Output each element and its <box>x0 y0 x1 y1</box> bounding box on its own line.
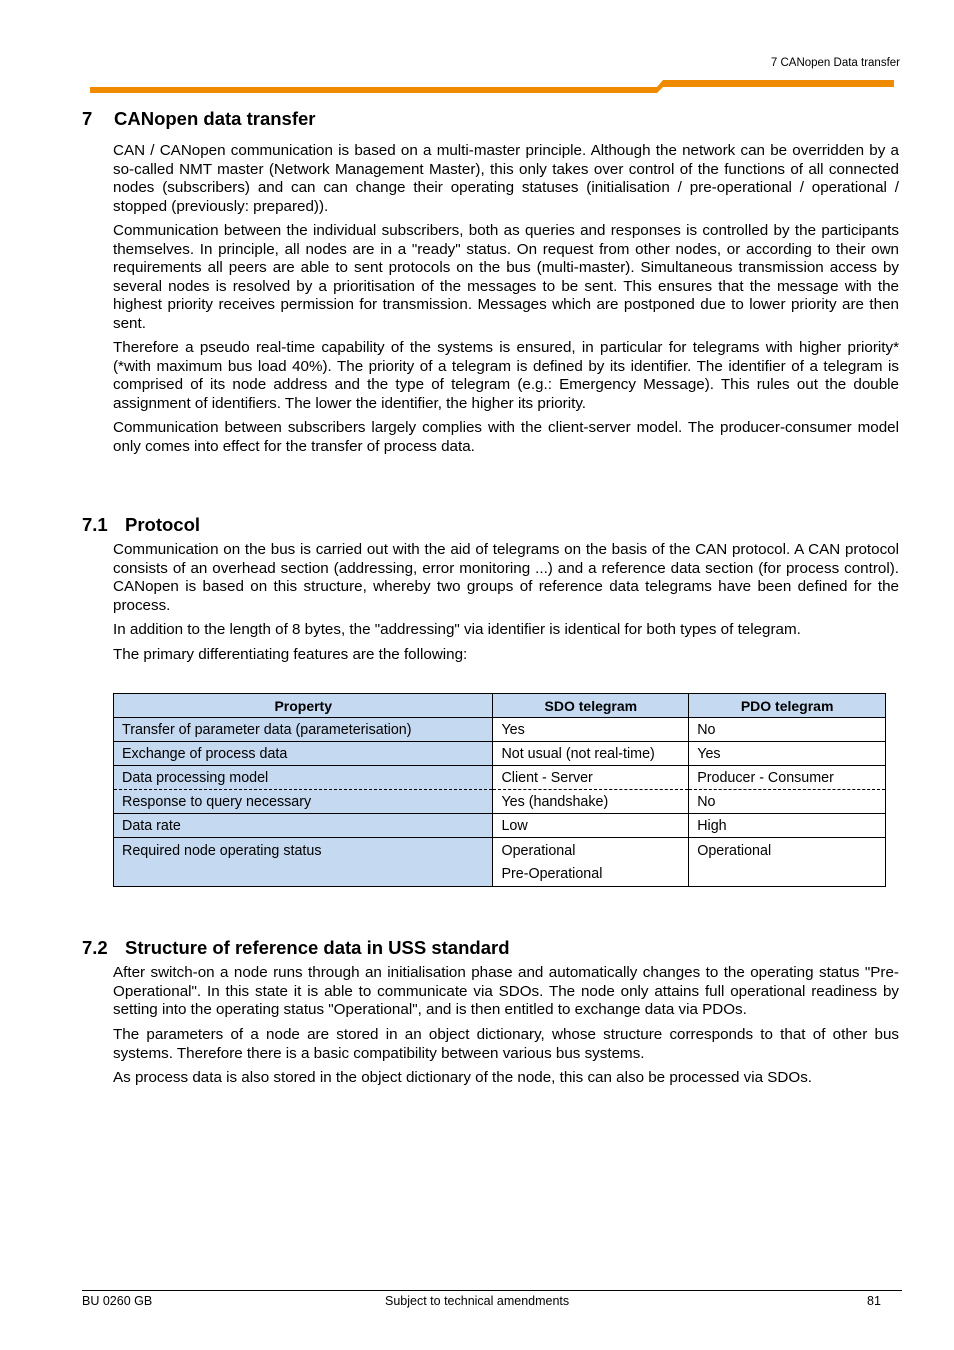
section-7-heading <box>82 108 315 130</box>
sdo-line: Operational <box>501 843 576 859</box>
section-title: Protocol <box>125 514 201 535</box>
pdo-cell: Operational <box>689 838 886 887</box>
paragraph: As process data is also stored in the object dictionary of the node, this can also be processed via SDOs. <box>113 1069 813 1086</box>
paragraph: The primary differentiating features are the following: <box>113 646 468 663</box>
table-row <box>114 790 886 814</box>
table-row <box>114 766 886 790</box>
paragraph: CAN / CANopen communication is based on a multi-master principle. Although the network can be overridden by a so-called NMT master (Network Management Master), this only takes over control of the functions of all connected nodes (subscribers) and can can change their operating statuses (initialisation / pre-operational / operational / stopped (previously: prepared)). <box>113 142 899 215</box>
sdo-cell: Low <box>493 814 689 838</box>
paragraph: In addition to the length of 8 bytes, the "addressing" via identifier is identical for both types of telegram. <box>113 621 801 638</box>
pdo-cell: High <box>689 814 886 838</box>
footer-doc-id: BU 0260 GB <box>82 1294 153 1308</box>
sdo-cell: Client - Server <box>493 766 689 790</box>
paragraph: Communication on the bus is carried out with the aid of telegrams on the basis of the CAN protocol. A CAN protocol consists of an overhead section (addressing, error monitoring ...) and a reference data section (for process control). CANopen is based on this structure, whereby two groups of reference data telegrams have been defined for the process. <box>113 541 899 614</box>
header-accent-shape <box>90 80 894 93</box>
table-row <box>114 838 886 887</box>
column-header: Property <box>114 694 493 718</box>
paragraph: Communication between subscribers largely complies with the client-server model. The producer-consumer model only comes into effect for the transfer of process data. <box>113 419 899 455</box>
sdo-line: Pre-Operational <box>501 866 603 882</box>
telegram-comparison-table <box>113 693 886 887</box>
table-row <box>114 718 886 742</box>
table-header-row <box>114 694 886 718</box>
section-title: CANopen data transfer <box>114 108 316 129</box>
table-row <box>114 742 886 766</box>
running-header: 7 CANopen Data transfer <box>770 57 900 69</box>
pdo-cell: Producer - Consumer <box>689 766 886 790</box>
section-number: 7.2 <box>82 937 108 958</box>
paragraph: The parameters of a node are stored in an object dictionary, whose structure corresponds to that of other bus systems. Therefore there is a basic compatibility between various bus systems. <box>113 1026 899 1062</box>
header-accent-bar <box>0 0 954 100</box>
column-header: PDO telegram <box>689 694 886 718</box>
section-7-2-heading <box>82 937 510 959</box>
property-cell: Exchange of process data <box>114 742 493 766</box>
column-header: SDO telegram <box>493 694 689 718</box>
table-row <box>114 814 886 838</box>
property-cell: Transfer of parameter data (parameterisation) <box>114 718 493 742</box>
section-number: 7.1 <box>82 514 108 535</box>
property-cell: Required node operating status <box>114 838 493 887</box>
sdo-cell: Yes <box>493 718 689 742</box>
section-title: Structure of reference data in USS standard <box>125 937 510 958</box>
pdo-cell: No <box>689 790 886 814</box>
footer-page-number: 81 <box>867 1294 881 1308</box>
paragraph: Communication between the individual subscribers, both as queries and responses is controlled by the participants themselves. In principle, all nodes are in a "ready" status. On request from other nodes, or according to their own requirements all peers are able to sent protocols on the bus (multi-master). Simultaneous transmission access by several nodes is resolved by a prioritisation of the messages to be sent. This ensures that the message with the highest priority receives permission for transmission. Messages which are postponed due to lower priority are then sent. <box>113 222 899 332</box>
paragraph: Therefore a pseudo real-time capability of the systems is ensured, in particular for telegrams with higher priority* (*with maximum bus load 40%). The priority of a telegram is defined by its identifier. The identifier of a telegram is comprised of its node address and the type of telegram (e.g.: Emergency Message). This rules out the double assignment of identifiers. The lower the identifier, the higher its priority. <box>113 339 899 412</box>
section-number: 7 <box>82 108 93 129</box>
paragraph: After switch-on a node runs through an initialisation phase and automatically changes to the operating status "Pre-Operational". In this state it is able to communicate via SDOs. The node only attains full operational readiness by setting into the operating status "Operational", and is then entitled to exchange data via PDOs. <box>113 964 899 1018</box>
footer-notice: Subject to technical amendments <box>385 1294 570 1308</box>
footer-rule <box>82 1290 902 1291</box>
section-7-1-heading <box>82 514 200 536</box>
pdo-cell: No <box>689 718 886 742</box>
sdo-cell <box>493 838 689 887</box>
property-cell: Data rate <box>114 814 493 838</box>
pdo-cell: Yes <box>689 742 886 766</box>
sdo-cell: Yes (handshake) <box>493 790 689 814</box>
property-cell: Response to query necessary <box>114 790 493 814</box>
property-cell: Data processing model <box>114 766 493 790</box>
sdo-cell: Not usual (not real-time) <box>493 742 689 766</box>
